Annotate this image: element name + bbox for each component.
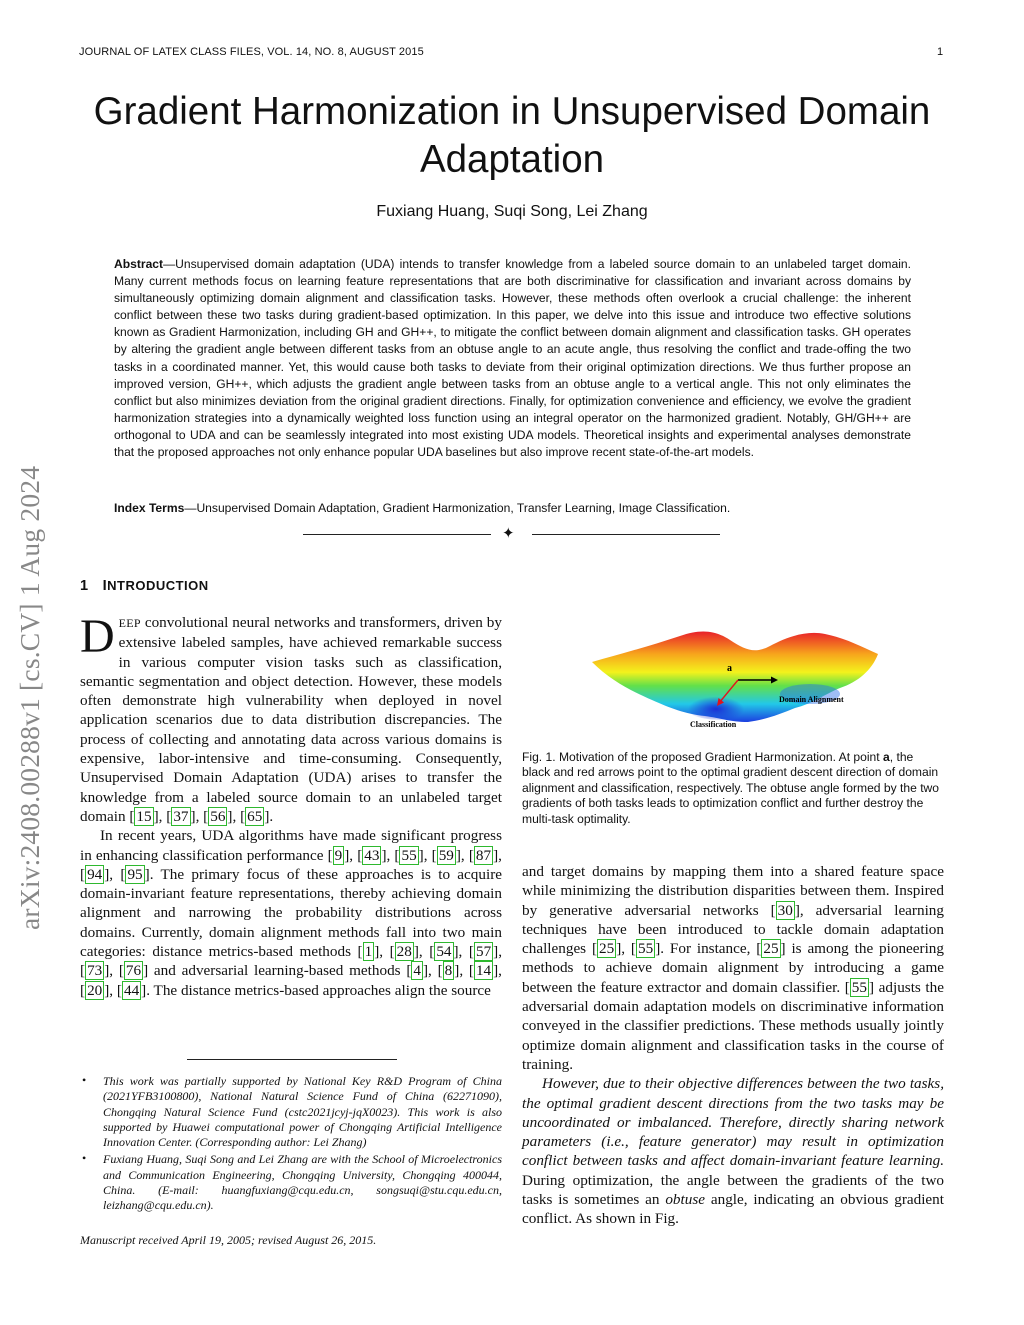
- intro-p2a-text: In recent years, UDA algorithms have made significant progress in enhancing classification performance: [80, 827, 502, 864]
- citation[interactable]: 73: [87, 962, 103, 980]
- footnote-funding-text: This work was partially supported by National Key R&D Program of China (2021YFB3100800), National Natural Science Fund of China (62271090), Chongqing Natural Science Fund (cstc2021jcyj-jqX0023). This work is also supported by Huawei computational power of Chongqing Artificial Intelligence Innovation Center. (Corresponding author: Lei Zhang): [103, 1074, 502, 1150]
- citation[interactable]: 55: [401, 846, 417, 864]
- citation[interactable]: 14: [475, 962, 492, 980]
- index-terms-text: —Unsupervised Domain Adaptation, Gradient Harmonization, Transfer Learning, Image Classification.: [184, 501, 731, 515]
- citation[interactable]: 20: [87, 981, 103, 999]
- caption-text-rest: , the black and red arrows point to the optimal gradient descent direction of domain alignment and classification, respectively. The obtuse angle formed by the two gradients of both tasks leads to optimization conflict and further destroy the multi-task optimality.: [522, 750, 940, 826]
- author-list: Fuxiang Huang, Suqi Song, Lei Zhang: [376, 203, 648, 220]
- separator-line-right: [532, 534, 720, 535]
- abstract-text: —Unsupervised domain adaptation (UDA) intends to transfer knowledge from a labeled source domain to an unlabeled target domain. Many current methods focus on learning feature representations that are both discriminative for classification and invariant across domains by simultaneously optimizing domain alignment and classification tasks. However, these methods often overlook a crucial challenge: the inherent conflict between these two tasks during gradient-based optimization. In this paper, we delve into this issue and introduce two effective solutions known as Gradient Harmonization, including GH and GH++, to mitigate the conflict between domain alignment and classification tasks. GH operates by altering the gradient angle between different tasks from an obtuse angle to an acute angle, thus resolving the conflict and trade-offing the two tasks in a coordinated manner. Yet, this would cause both tasks to deviate from their original optimization directions. We thus further propose an improved version, GH++, which adjusts the gradient angle between tasks from an obtuse angle to a vertical angle. This not only eliminates the conflict but also minimizes deviation from the original gradient directions. Finally, for optimization convenience and efficiency, we evolve the gradient harmonization strategies into a dynamically weighted loss function using an integral operator on the harmonized gradient. Notably, GH/GH++ are orthogonal to UDA and can be seamlessly integrated into most existing UDA models. Theoretical insights and experimental analyses demonstrate that the proposed approaches not only enhance popular UDA baselines but also improve recent state-of-the-art models.: [114, 257, 911, 460]
- abstract-label: Abstract: [114, 257, 164, 271]
- right-paragraph-2: [522, 1074, 944, 1228]
- body-text: angle, indicating an obvious gradient conflict. As shown in Fig.: [522, 1191, 944, 1228]
- dropcap-rest: EEP: [118, 616, 141, 630]
- section-title: INTRODUCTION: [102, 578, 209, 594]
- citation[interactable]: 94: [87, 865, 103, 883]
- bullet-icon: •: [82, 1151, 87, 1166]
- caption-text: Fig. 1. Motivation of the proposed Gradient Harmonization. At point: [522, 750, 883, 764]
- right-column: [522, 862, 944, 1229]
- body-text: , adversarial learning techniques have been introduced to tackle domain adaptation challenges: [522, 901, 944, 958]
- page-number: 1: [937, 46, 944, 58]
- arxiv-stamp[interactable]: arXiv:2408.00288v1 [cs.CV] 1 Aug 2024: [14, 465, 45, 930]
- bullet-icon: •: [82, 1073, 87, 1087]
- citation[interactable]: 25: [599, 940, 615, 958]
- body-text: adjusts the adversarial domain adaptation models on discriminative information conveyed in the classifier predictions. These methods usually jointly optimize domain alignment and classification tasks in the course of training.: [522, 978, 944, 1073]
- citation[interactable]: 9: [334, 846, 343, 864]
- body-text: . For instance,: [660, 940, 757, 958]
- manuscript-note: Manuscript received April 19, 2005; revised August 26, 2015.: [80, 1233, 377, 1247]
- citation[interactable]: 25: [763, 940, 779, 958]
- citation[interactable]: 87: [475, 846, 492, 864]
- citation[interactable]: 30: [777, 901, 793, 919]
- caption-point: a: [883, 750, 890, 764]
- classification-label: Classification: [690, 720, 737, 729]
- citation[interactable]: 54: [436, 943, 452, 961]
- running-head: JOURNAL OF LATEX CLASS FILES, VOL. 14, NO. 8, AUGUST 2015: [79, 46, 424, 58]
- section-heading: [80, 578, 209, 594]
- citation[interactable]: 59: [438, 846, 454, 864]
- body-text: During optimization, the angle between the gradients of the two tasks is sometimes an: [522, 1171, 944, 1209]
- citation[interactable]: 44: [123, 981, 140, 999]
- footnote-affiliation: [80, 1152, 502, 1213]
- footnote-funding: [80, 1074, 502, 1150]
- dropcap: D: [80, 610, 115, 663]
- citation[interactable]: 37: [173, 807, 189, 825]
- citation[interactable]: 57: [475, 943, 492, 961]
- footnote-rule: [187, 1059, 397, 1060]
- index-terms-label: Index Terms: [114, 501, 185, 515]
- citation[interactable]: 1: [364, 943, 373, 961]
- citation[interactable]: 65: [247, 807, 263, 825]
- point-label: a: [727, 663, 732, 674]
- abstract: [114, 256, 911, 461]
- separator-line-left: [303, 534, 491, 535]
- paper-title: Gradient Harmonization in Unsupervised Domain Adaptation: [93, 90, 931, 181]
- right-paragraph-1: and target domains by mapping them into a shared feature space while minimizing the distribution disparities between them. Inspired by generative adversarial networks [ 30 ], adversarial learning techniques have been introduced to tackle domain adaptation challenges [ 25 ], [ 55 ]. For instance, [ 25 ] is among the pioneering methods to achieve domain alignment by introducing a game between the feature extractor and domain classifier. [ 55 ] adjusts the adversarial domain adaptation models on discriminative information conveyed in the classifier predictions. These methods usually jointly optimize domain alignment and classification tasks in the course of training.: [522, 863, 944, 1073]
- citation[interactable]: 28: [396, 943, 412, 961]
- citation[interactable]: 15: [136, 807, 152, 825]
- intro-p2c-text: and adversarial learning-based methods: [148, 962, 407, 980]
- intro-paragraph-2: In recent years, UDA algorithms have made significant progress in enhancing classification performance [ 9 ], [ 43 ], [ 55 ], [ 59 ], [ 87 ], [ 94 ], [ 95 ]. The primary focus of these approaches is to acquire domain-invariant feature representations, thereby achieving domain alignment and narrowing the probability distributions across domains. Currently, domain alignment methods fall into two main categories: distance metrics-based methods [ 1 ], [ 28 ], [ 54 ], [ 57 ], [ 73 ], [ 76 ] and adversarial learning-based methods [ 4 ], [ 8 ], [ 14 ], [ 20 ], [ 44 ]. The distance metrics-based approaches align the source: [80, 827, 503, 999]
- citation[interactable]: 55: [851, 978, 867, 996]
- citation[interactable]: 56: [210, 807, 226, 825]
- intro-p2d-text: . The distance metrics-based approaches align the source: [146, 981, 491, 999]
- citation[interactable]: 43: [364, 846, 380, 864]
- intro-p2b-text: . The primary focus of these approaches is to acquire domain-invariant feature representations, thereby achieving domain alignment and narrowing the probability distributions across domains. Currently, domain alignment methods fall into two main categories: distance metrics-based methods: [80, 865, 502, 961]
- citation[interactable]: 8: [444, 962, 453, 980]
- separator-glyph: ✦: [502, 526, 515, 542]
- citation[interactable]: 95: [127, 865, 143, 883]
- footnotes: [80, 1074, 502, 1216]
- emphasis-word: obtuse: [665, 1191, 705, 1209]
- body-text: is among the pioneering methods to achieve domain alignment by introducing a game between the feature extractor and domain classifier.: [522, 940, 944, 996]
- index-terms: [114, 500, 911, 517]
- body-text: and target domains by mapping them into a shared feature space while minimizing the distribution disparities between them. Inspired by generative adversarial networks: [522, 863, 944, 919]
- left-column: [80, 610, 503, 1000]
- citation[interactable]: 4: [413, 962, 421, 980]
- intro-p1-text: convolutional neural networks and transformers, driven by extensive labeled samples, have achieved remarkable success in various computer vision tasks such as classification, semantic segmentation and object detection. However, these models often demonstrate high vulnerability when deployed in novel application scenarios due to data distribution discrepancies. The process of collecting and annotating data across various domains is expensive, labor-intensive and time-consuming. Consequently, Unsupervised Domain Adaptation (UDA) arises to transfer the knowledge from a labeled source domain to an unlabeled target domain: [80, 614, 502, 825]
- citation[interactable]: 55: [638, 940, 654, 958]
- section-number: 1: [80, 578, 89, 594]
- figure-1-surface-plot: [590, 624, 880, 738]
- citation[interactable]: 76: [125, 962, 142, 980]
- footnote-affiliation-text: Fuxiang Huang, Suqi Song and Lei Zhang are with the School of Microelectronics and Communication Engineering, Chongqing University, Chongqing 400044, China. (E-mail: huangfuxiang@cqu.edu.cn, songsuqi@stu.cqu.edu.cn, leizhang@cqu.edu.cn).: [103, 1152, 502, 1213]
- emphasis-text: However, due to their objective differences between the two tasks, the optimal gradient descent directions from the two tasks may be uncoordinated or imbalanced. Therefore, directly sharing network parameters (i.e., feature generator) may result in optimization conflict between tasks and affect domain-invariant feature learning.: [522, 1075, 944, 1170]
- figure-caption: [522, 750, 944, 827]
- intro-paragraph-1: DEEP convolutional neural networks and transformers, driven by extensive labeled samples, have achieved remarkable success in various computer vision tasks such as classification, semantic segmentation and object detection. However, these models often demonstrate high vulnerability when deployed in novel application scenarios due to data distribution discrepancies. The process of collecting and annotating data across various domains is expensive, labor-intensive and time-consuming. Consequently, Unsupervised Domain Adaptation (UDA) arises to transfer the knowledge from a labeled source domain to an unlabeled target domain [ 15 ], [ 37 ], [ 56 ], [ 65 ].: [80, 610, 502, 825]
- domain-alignment-label: Domain Alignment: [779, 695, 844, 704]
